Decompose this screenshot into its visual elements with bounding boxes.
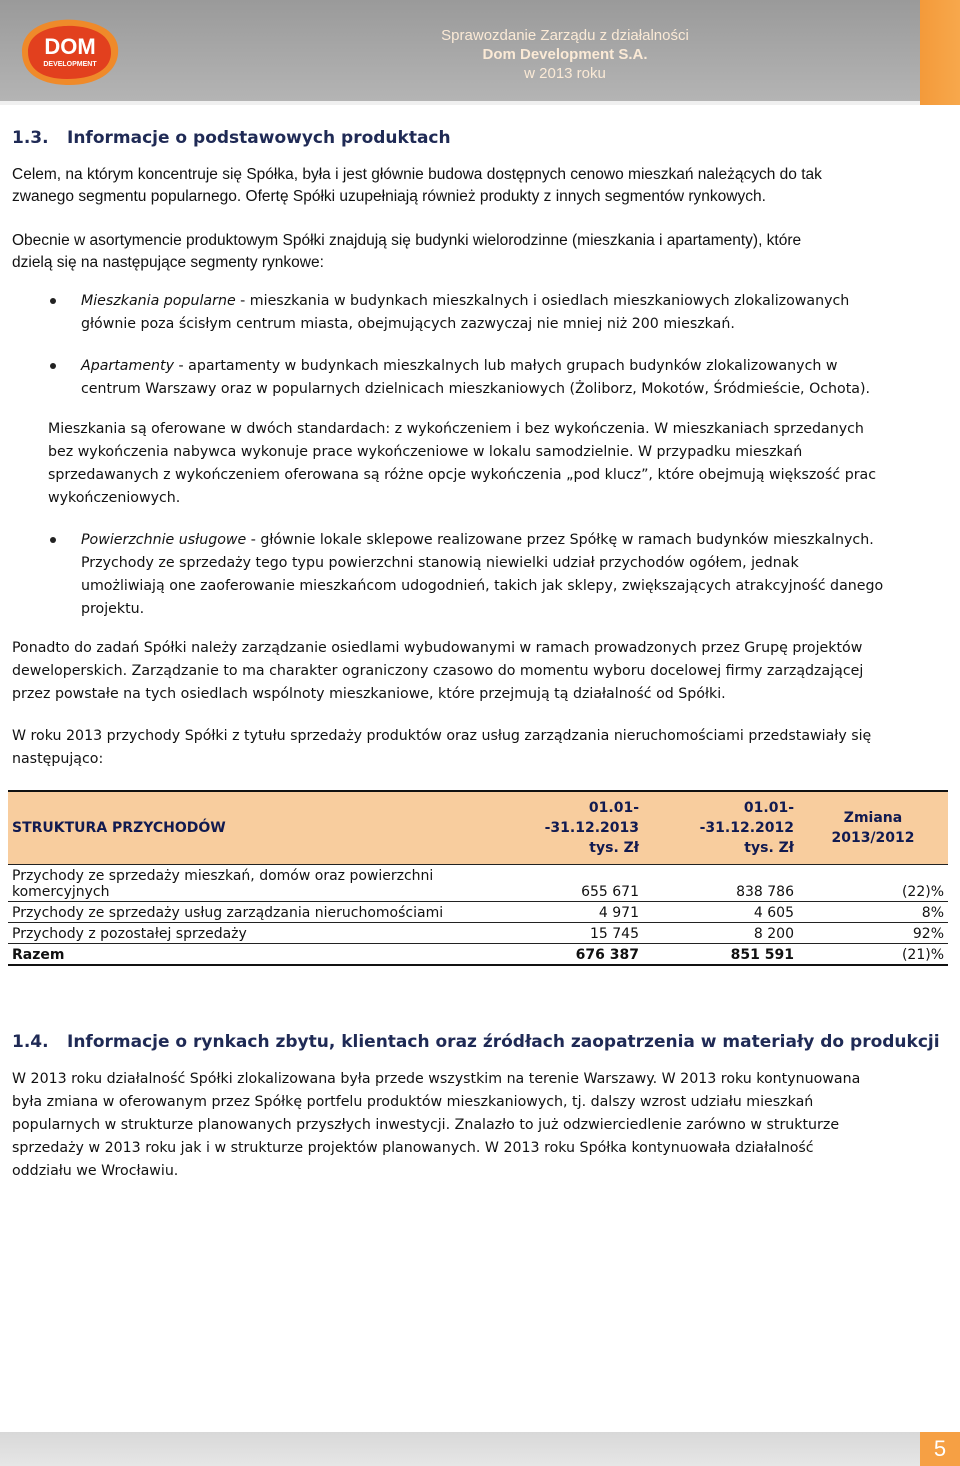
text-line: była zmiana w oferowanym przez Spółkę portfelu produktów mieszkaniowych, tj. dalszy wzrost udziału mieszkań — [12, 1094, 814, 1110]
logo-text-main: DOM — [44, 34, 96, 59]
row-value-2012: 838 786 — [643, 865, 798, 902]
text-line: przez powstałe na tych osiedlach wspólnoty mieszkaniowe, które przejmują tą działalność od Spółki. — [12, 686, 726, 702]
total-change: (21)% — [798, 944, 948, 966]
section-title: Informacje o podstawowych produktach — [67, 128, 451, 148]
company-logo — [14, 14, 124, 90]
bullet-text: centrum Warszawy oraz w popularnych dzielnicach mieszkaniowych (Żoliborz, Mokotów, Śródmieście, Ochota). — [81, 381, 871, 397]
row-label: Przychody ze sprzedaży mieszkań, domów oraz powierzchni komercyjnych — [8, 865, 488, 902]
bullet-icon — [50, 537, 56, 543]
text-line: bez wykończenia nabywca wykonuje prace wykończeniowe w lokalu samodzielnie. W przypadku mieszkań — [48, 444, 803, 460]
bullet-text: - mieszkania w budynkach mieszkalnych i osiedlach mieszkaniowych zlokalizowanych — [235, 293, 850, 309]
section-heading-1-3 — [12, 128, 944, 148]
header-line-2: Dom Development S.A. — [482, 46, 648, 63]
row-value-2012: 8 200 — [643, 923, 798, 944]
bullet-term: Mieszkania popularne — [81, 293, 236, 309]
bullet-term: Apartamenty — [81, 358, 174, 374]
bullet-text: - apartamenty w budynkach mieszkalnych lub małych grupach budynków zlokalizowanych w — [174, 358, 838, 374]
text-line: popularnych w strukturze planowanych przyszłych inwestycji. Znalazło to już odzwierciedlenie zarówno w strukturze — [12, 1117, 840, 1133]
table-header-change: Zmiana 2013/2012 — [798, 791, 948, 865]
text-line: dzielą się na następujące segmenty rynkowe: — [12, 254, 324, 271]
table-header-row — [8, 791, 948, 865]
logo-text-sub: DEVELOPMENT — [43, 61, 97, 68]
table-total-row — [8, 944, 948, 966]
paragraph-segments-intro — [12, 230, 944, 274]
header-divider — [0, 101, 960, 105]
row-label: Przychody z pozostałej sprzedaży — [8, 923, 488, 944]
revenue-structure-table — [8, 790, 948, 966]
bullet-text: głównie poza ścisłym centrum miasta, obejmujących zazwyczaj nie mniej niż 200 mieszkań. — [81, 316, 735, 332]
text-line: oddziału we Wrocławiu. — [12, 1163, 179, 1179]
row-label: Przychody ze sprzedaży usług zarządzania nieruchomościami — [8, 902, 488, 923]
section-heading-1-4 — [12, 1032, 944, 1052]
bullet-text: - głównie lokale sklepowe realizowane przez Spółkę w ramach budynków mieszkalnych. — [246, 532, 874, 548]
text-line: deweloperskich. Zarządzanie to ma charakter ograniczony czasowo do momentu wyboru docelowej firmy zarządzającej — [12, 663, 864, 679]
row-change: 8% — [798, 902, 948, 923]
bullet-apartamenty — [48, 355, 944, 401]
text-line: W 2013 roku działalność Spółki zlokalizowana była przede wszystkim na terenie Warszawy. W 2013 roku kontynuowana — [12, 1071, 861, 1087]
paragraph-intro — [12, 164, 944, 208]
text-line: Ponadto do zadań Spółki należy zarządzanie osiedlami wybudowanymi w ramach prowadzonych przez Grupę projektów — [12, 640, 863, 656]
text-line: sprzedawanych z wykończeniem oferowana są różne opcje wykończenia „pod klucz”, które obejmują większość prac — [48, 467, 877, 483]
total-label: Razem — [8, 944, 488, 966]
header-title — [395, 26, 735, 83]
section-number: 1.3. — [12, 128, 49, 148]
row-change: 92% — [798, 923, 948, 944]
table-header-2012: 01.01- -31.12.2012 tys. Zł — [643, 791, 798, 865]
row-value-2013: 4 971 — [488, 902, 643, 923]
section-title: Informacje o rynkach zbytu, klientach oraz źródłach zaopatrzenia w materiały do produkcji — [67, 1032, 940, 1052]
bullet-powierzchnie-uslugowe — [48, 529, 944, 621]
text-line: sprzedaży w 2013 roku jak i w strukturze projektów planowanych. W 2013 roku Spółka kontynuowała działalność — [12, 1140, 814, 1156]
table-row — [8, 865, 948, 902]
header-accent-bar — [920, 0, 960, 105]
bullet-icon — [50, 363, 56, 369]
paragraph-management — [12, 637, 944, 706]
bullet-icon — [50, 298, 56, 304]
total-value-2012: 851 591 — [643, 944, 798, 966]
table-row — [8, 923, 948, 944]
page-footer — [0, 1432, 960, 1466]
bullet-text: Przychody ze sprzedaży tego typu powierzchni stanowią niewielki udział przychodów ogółem, jednak — [81, 555, 799, 571]
row-value-2013: 15 745 — [488, 923, 643, 944]
row-change: (22)% — [798, 865, 948, 902]
paragraph-markets — [12, 1068, 944, 1183]
page-number: 5 — [920, 1432, 960, 1466]
section-number: 1.4. — [12, 1032, 49, 1052]
table-header-2013: 01.01- -31.12.2013 tys. Zł — [488, 791, 643, 865]
text-line: zwanego segmentu popularnego. Ofertę Spółki uzupełniają również produkty z innych segmentów rynkowych. — [12, 188, 766, 205]
bullet-term: Powierzchnie usługowe — [81, 532, 247, 548]
bullet-text: umożliwiają one zaoferowanie mieszkańcom udogodnień, takich jak sklepy, zwiększających atrakcyjność danego — [81, 578, 884, 594]
total-value-2013: 676 387 — [488, 944, 643, 966]
row-value-2012: 4 605 — [643, 902, 798, 923]
header-line-1: Sprawozdanie Zarządu z działalności — [441, 27, 689, 44]
text-line: W roku 2013 przychody Spółki z tytułu sprzedaży produktów oraz usług zarządzania nieruchomościami przedstawiały się — [12, 728, 872, 744]
text-line: Mieszkania są oferowane w dwóch standardach: z wykończeniem i bez wykończenia. W mieszkaniach sprzedanych — [48, 421, 864, 437]
row-value-2013: 655 671 — [488, 865, 643, 902]
text-line: Obecnie w asortymencie produktowym Spółki znajdują się budynki wielorodzinne (mieszkania i apartamenty), które — [12, 232, 802, 249]
table-row — [8, 902, 948, 923]
header-line-3: w 2013 roku — [524, 65, 606, 82]
bullet-text: projektu. — [81, 601, 145, 617]
text-line: Celem, na którym koncentruje się Spółka, była i jest głównie budowa dostępnych cenowo mieszkań należących do tak — [12, 166, 822, 183]
text-line: następująco: — [12, 751, 104, 767]
paragraph-revenue-intro — [12, 725, 944, 771]
bullet-mieszkania-popularne — [48, 290, 944, 336]
text-line: wykończeniowych. — [48, 490, 181, 506]
table-header-label: STRUKTURA PRZYCHODÓW — [8, 791, 488, 865]
paragraph-standards — [48, 418, 944, 510]
